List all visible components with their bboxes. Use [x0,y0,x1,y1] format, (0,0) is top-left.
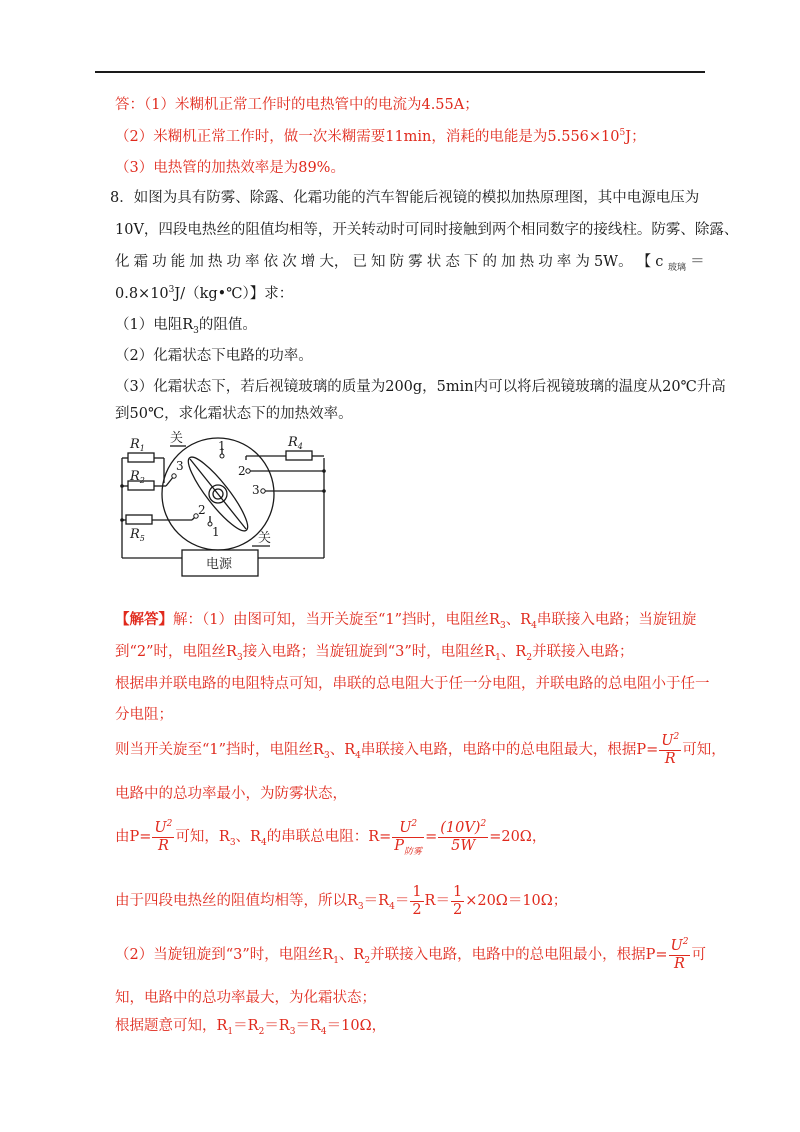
header-rule [95,71,705,73]
contact-3-right: 3 [252,483,260,497]
solution-line-4: 分电阻； [115,707,173,723]
solution-line-10: 知，电路中的总功率最大，为化霜状态； [115,990,376,1006]
label-r2: $R_2$ [130,469,145,485]
question-8-line-4: $0.8\times 10^3J/(kg•℃)$】求： [115,285,294,302]
solution-line-2: 到“2”时，电阻丝$R_3$接入电路；当旋钮旋到“3”时，电阻丝$R_1$、$R_2$并联接入电路； [115,644,634,663]
contact-2-left: 2 [198,503,206,517]
resistor-r1 [128,453,154,462]
circuit-diagram [110,428,350,588]
question-8-line-1: 8．如图为具有防雾、除露、化霜功能的汽车智能后视镜的模拟加热原理图，其中电源电压为 [110,190,700,206]
label-guan-bottom: 关 [258,531,272,546]
sub-question-2: （2）化霜状态下电路的功率。 [115,348,313,364]
question-8-line-3: 化 霜 功 能 加 热 功 率 依 次 增 大， 已 知 防 雾 状 态 下 的 加 热 功 率 为 5W。 【 c $_{玻璃}$ ＝ [115,254,705,273]
label-r4: $R_4$ [288,435,303,451]
sub-question-3-line-1: （3）化霜状态下，若后视镜玻璃的质量为200g，5min内可以将后视镜玻璃的温度从20℃升高 [115,379,726,395]
solution-line-9: （2）当旋钮旋到“3”时，电阻丝$R_1$、$R_2$并联接入电路，电路中的总电阻最小，根据P= $\frac{U^2}{R}$ 可 [115,936,706,972]
solution-line-8: 由于四段电热丝的阻值均相等，所以$R_3=R_4=$ $\frac{1}{2}$ R＝ $\frac{1}{2}$ ×20Ω＝10Ω； [115,883,568,918]
solution-line-7: 由P= $\frac{U^2}{R}$ 可知，$R_3$、$R_4$的串联总电阻：R= $\frac{U^2}{P_{防雾}}$ = $\frac{(10V)^2}{5W}$ =20Ω， [115,818,547,857]
solution-line-3: 根据串并联电路的电阻特点可知，串联的总电阻大于任一分电阻，并联电路的总电阻小于任一 [115,676,710,692]
answer-line-3: （3）电热管的加热效率是为89%。 [115,160,345,176]
answer-line-2: （2）米糊机正常工作时，做一次米糊需要11min，消耗的电能是为$5.556\times 10^5J$； [115,128,646,145]
contact-2-right: 2 [238,464,246,478]
answer-line-1: 答：（1）米糊机正常工作时的电热管中的电流为4.55A； [115,97,479,113]
contact-1-bottom: 1 [212,525,220,539]
label-r5: $R_5$ [130,527,145,543]
contact-3-left: 3 [176,459,184,473]
contact-1-top: 1 [218,439,226,453]
solution-line-1: 【解答】解：（1）由图可知，当开关旋至“1”挡时，电阻丝$R_3$、$R_4$串联接入电路；当旋钮旋 [115,611,697,631]
power-label: 电源 [206,557,233,572]
solution-line-5: 则当开关旋至“1”挡时，电阻丝$R_3$、$R_4$串联接入电路，电路中的总电阻最大，根据P= $\frac{U^2}{R}$ 可知， [115,731,726,767]
label-r1: $R_1$ [130,437,145,453]
question-8-line-2: 10V，四段电热丝的阻值均相等，开关转动时可同时接触到两个相同数字的接线柱。防雾、除露、 [115,222,739,238]
resistor-r5 [126,515,152,524]
label-guan-top: 关 [170,431,184,446]
sub-question-1: （1）电阻$R_3$的阻值。 [115,317,257,336]
solution-line-11: 根据题意可知，$R_1=R_2=R_3=R_4=10\Omega$， [115,1018,387,1037]
formula-u2-over-r: $\frac{U^2}{R}$ [661,731,680,767]
sub-question-3-line-2: 到50℃，求化霜状态下的加热效率。 [115,406,353,422]
resistor-r4 [286,451,312,460]
solution-line-6: 电路中的总功率最小，为防雾状态， [115,786,347,802]
